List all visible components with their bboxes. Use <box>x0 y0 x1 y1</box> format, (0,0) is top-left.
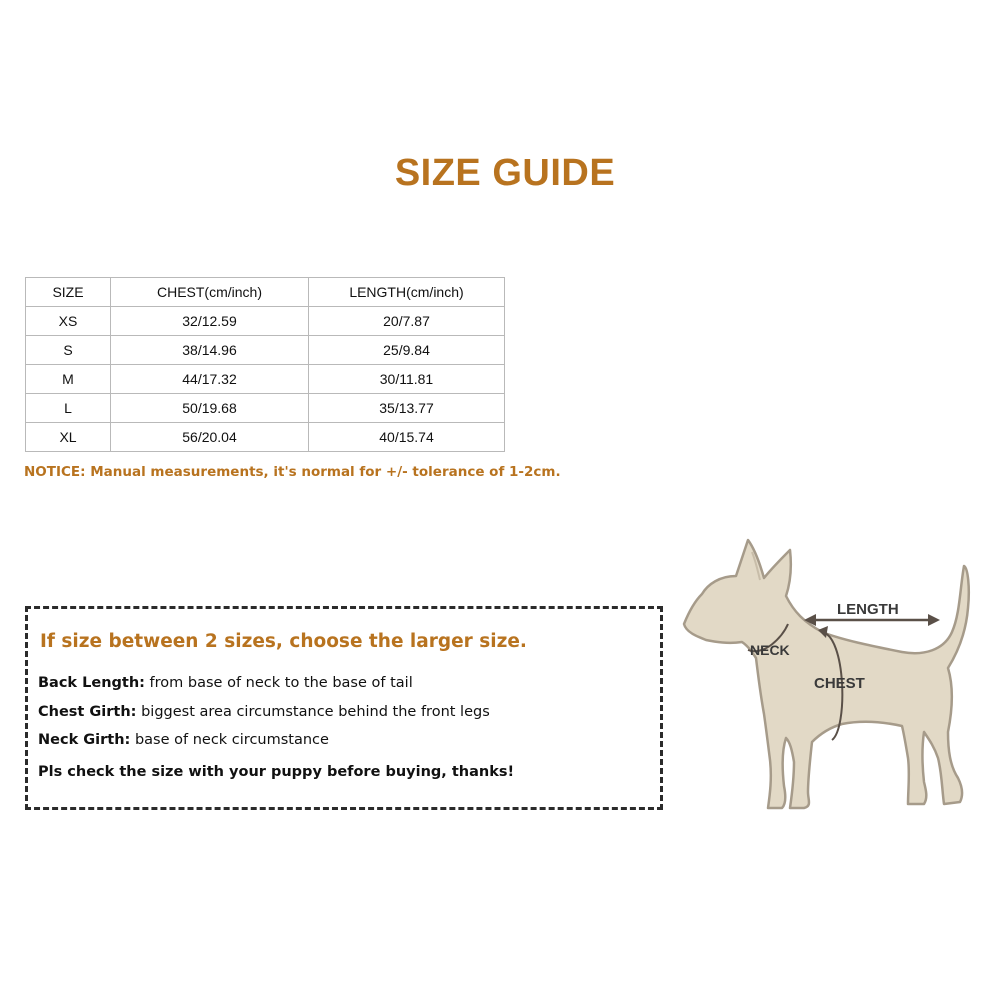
tip-neck-girth <box>38 732 329 748</box>
dog-silhouette <box>684 540 969 808</box>
neck-label: NECK <box>750 642 790 658</box>
tip-back-length-label: Back Length: <box>38 675 145 691</box>
table-row <box>26 336 505 365</box>
length-cell: 35/13.77 <box>309 394 505 423</box>
table-row <box>26 394 505 423</box>
tip-neck-girth-text: base of neck circumstance <box>130 732 329 748</box>
size-cell: XL <box>26 423 111 452</box>
length-cell: 20/7.87 <box>309 307 505 336</box>
page-title: SIZE GUIDE <box>394 152 616 194</box>
tip-neck-girth-label: Neck Girth: <box>38 732 131 748</box>
table-row <box>26 365 505 394</box>
tip-closing: Pls check the size with your puppy before buying, thanks! <box>38 764 515 780</box>
dog-measurement-diagram <box>672 528 992 820</box>
length-label: LENGTH <box>837 601 899 618</box>
tip-chest-girth <box>38 704 490 720</box>
table-header-row <box>26 278 505 307</box>
table-row <box>26 307 505 336</box>
chest-cell: 38/14.96 <box>111 336 309 365</box>
tip-chest-girth-text: biggest area circumstance behind the front legs <box>136 704 490 720</box>
size-cell: S <box>26 336 111 365</box>
size-cell: M <box>26 365 111 394</box>
table-row <box>26 423 505 452</box>
tip-chest-girth-label: Chest Girth: <box>38 704 137 720</box>
header-chest: CHEST(cm/inch) <box>111 278 309 307</box>
tip-back-length-text: from base of neck to the base of tail <box>144 675 413 691</box>
chest-cell: 56/20.04 <box>111 423 309 452</box>
notice-text: NOTICE: Manual measurements, it's normal for +/- tolerance of 1-2cm. <box>24 464 561 480</box>
size-cell: XS <box>26 307 111 336</box>
chest-cell: 44/17.32 <box>111 365 309 394</box>
length-cell: 40/15.74 <box>309 423 505 452</box>
chest-cell: 32/12.59 <box>111 307 309 336</box>
chest-cell: 50/19.68 <box>111 394 309 423</box>
size-cell: L <box>26 394 111 423</box>
length-cell: 25/9.84 <box>309 336 505 365</box>
length-cell: 30/11.81 <box>309 365 505 394</box>
tips-heading: If size between 2 sizes, choose the larger size. <box>40 631 527 652</box>
tips-box <box>25 606 663 810</box>
size-table <box>25 277 505 452</box>
header-length: LENGTH(cm/inch) <box>309 278 505 307</box>
chest-label: CHEST <box>814 675 865 692</box>
tip-back-length <box>38 675 413 691</box>
header-size: SIZE <box>26 278 111 307</box>
